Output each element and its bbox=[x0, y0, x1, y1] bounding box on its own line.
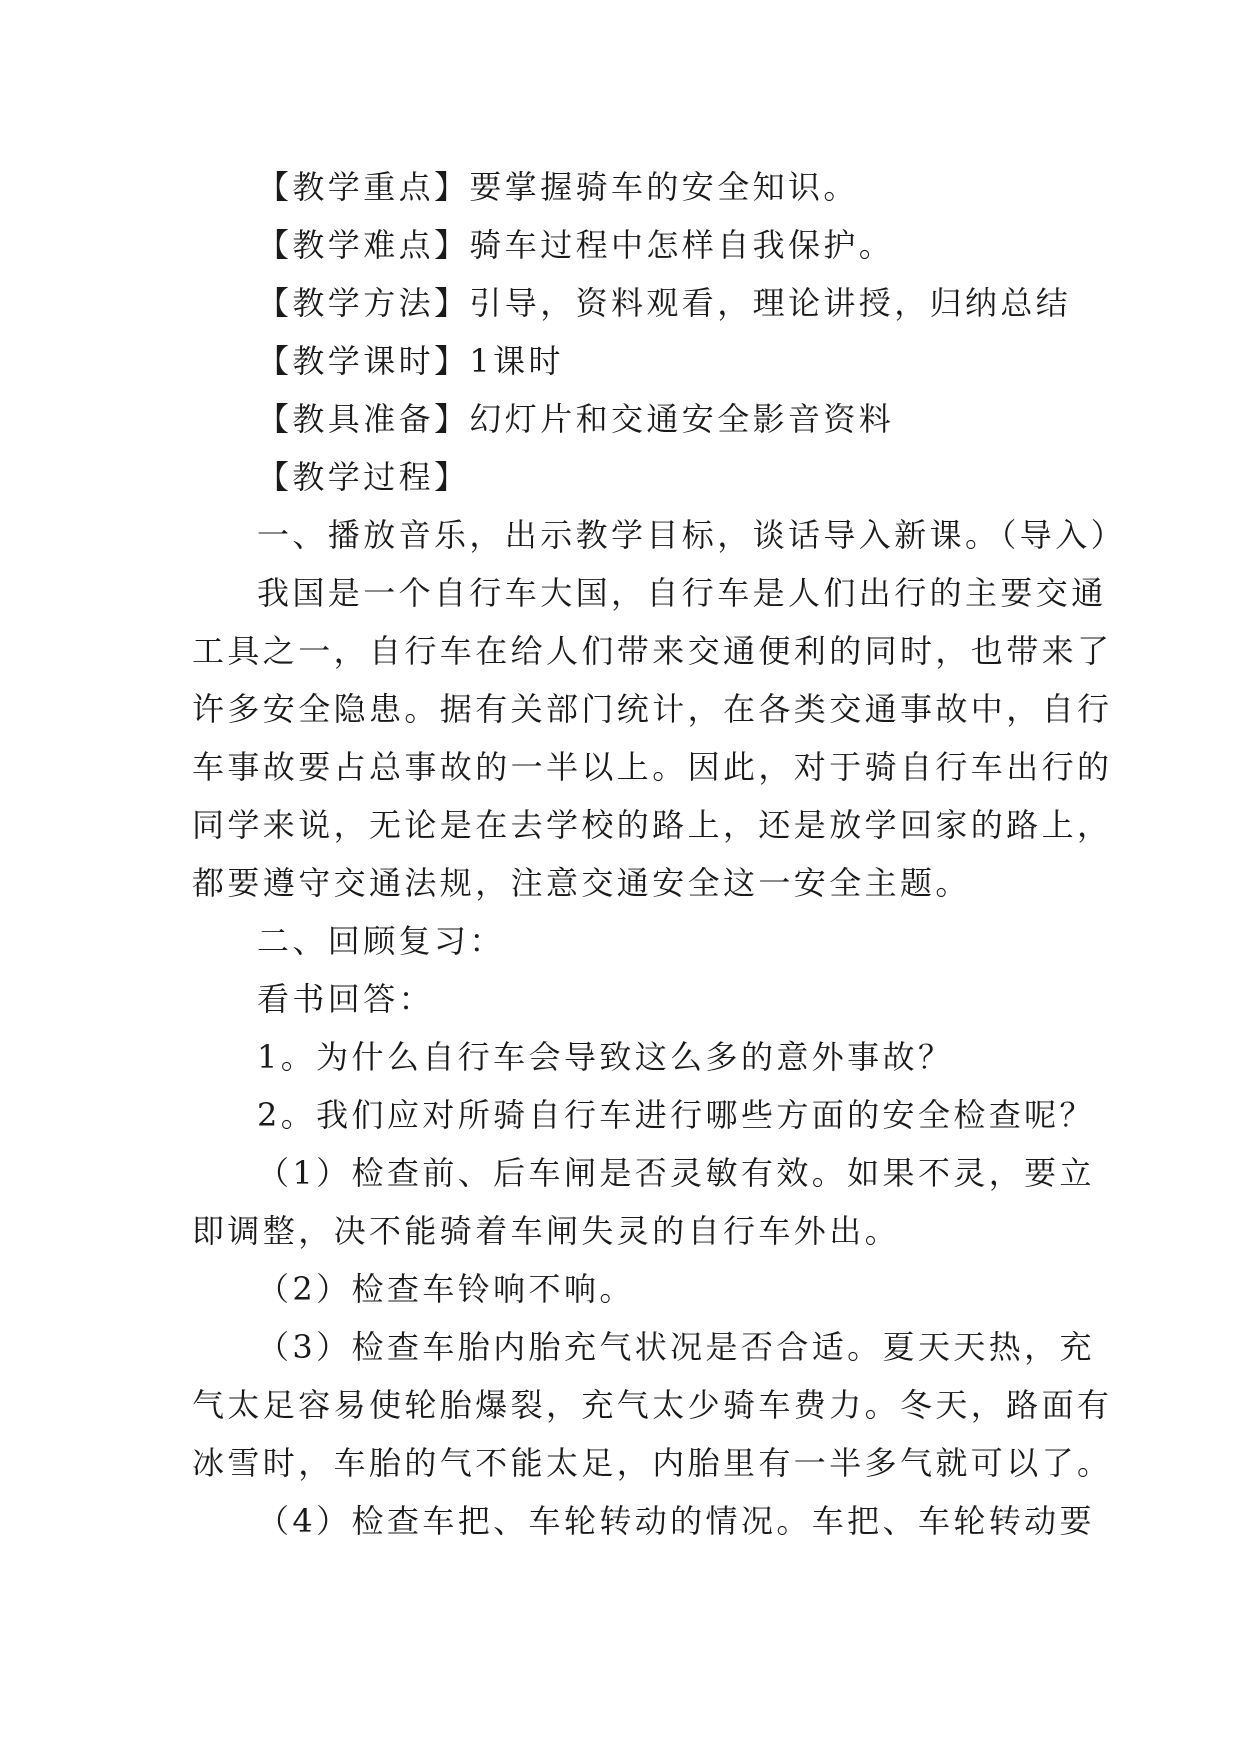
question-line: 2。我们应对所骑自行车进行哪些方面的安全检查呢？ bbox=[257, 1096, 1095, 1134]
section-heading-review: 二、回顾复习： bbox=[257, 922, 505, 960]
list-item-line: （2）检查车铃响不响。 bbox=[257, 1270, 635, 1308]
list-item-line: （4）检查车把、车轮转动的情况。车把、车轮转动要 bbox=[257, 1502, 1095, 1540]
line-teaching-aids: 【教具准备】幻灯片和交通安全影音资料 bbox=[257, 400, 895, 438]
document-body bbox=[192, 158, 1127, 1550]
line-teaching-process: 【教学过程】 bbox=[257, 458, 470, 496]
paragraph-line: 车事故要占总事故的一半以上。因此，对于骑自行车出行的 bbox=[192, 748, 1113, 786]
list-item-line: 气太足容易使轮胎爆裂，充气太少骑车费力。冬天，路面有 bbox=[192, 1386, 1113, 1424]
line-teaching-hours: 【教学课时】1课时 bbox=[257, 342, 564, 380]
paragraph-line: 看书回答： bbox=[257, 980, 435, 1018]
list-item-line: （1）检查前、后车闸是否灵敏有效。如果不灵，要立 bbox=[257, 1154, 1095, 1192]
section-heading-intro: 一、播放音乐，出示教学目标，谈话导入新课。（导入） bbox=[257, 516, 1127, 554]
paragraph-line: 工具之一，自行车在给人们带来交通便利的同时，也带来了 bbox=[192, 632, 1113, 670]
list-item-line: （3）检查车胎内胎充气状况是否合适。夏天天热，充 bbox=[257, 1328, 1095, 1366]
line-teaching-method: 【教学方法】引导，资料观看，理论讲授，归纳总结 bbox=[257, 284, 1072, 322]
list-item-line: 冰雪时，车胎的气不能太足，内胎里有一半多气就可以了。 bbox=[192, 1444, 1113, 1482]
list-item-line: 即调整，决不能骑着车闸失灵的自行车外出。 bbox=[192, 1212, 901, 1250]
paragraph-line: 许多安全隐患。据有关部门统计，在各类交通事故中，自行 bbox=[192, 690, 1113, 728]
line-teaching-focus: 【教学重点】要掌握骑车的安全知识。 bbox=[257, 168, 859, 206]
paragraph-line: 都要遵守交通法规，注意交通安全这一安全主题。 bbox=[192, 864, 971, 902]
line-teaching-difficulty: 【教学难点】骑车过程中怎样自我保护。 bbox=[257, 226, 895, 264]
question-line: 1。为什么自行车会导致这么多的意外事故？ bbox=[257, 1038, 954, 1076]
paragraph-line: 同学来说，无论是在去学校的路上，还是放学回家的路上， bbox=[192, 806, 1113, 844]
paragraph-line: 我国是一个自行车大国，自行车是人们出行的主要交通 bbox=[257, 574, 1107, 612]
